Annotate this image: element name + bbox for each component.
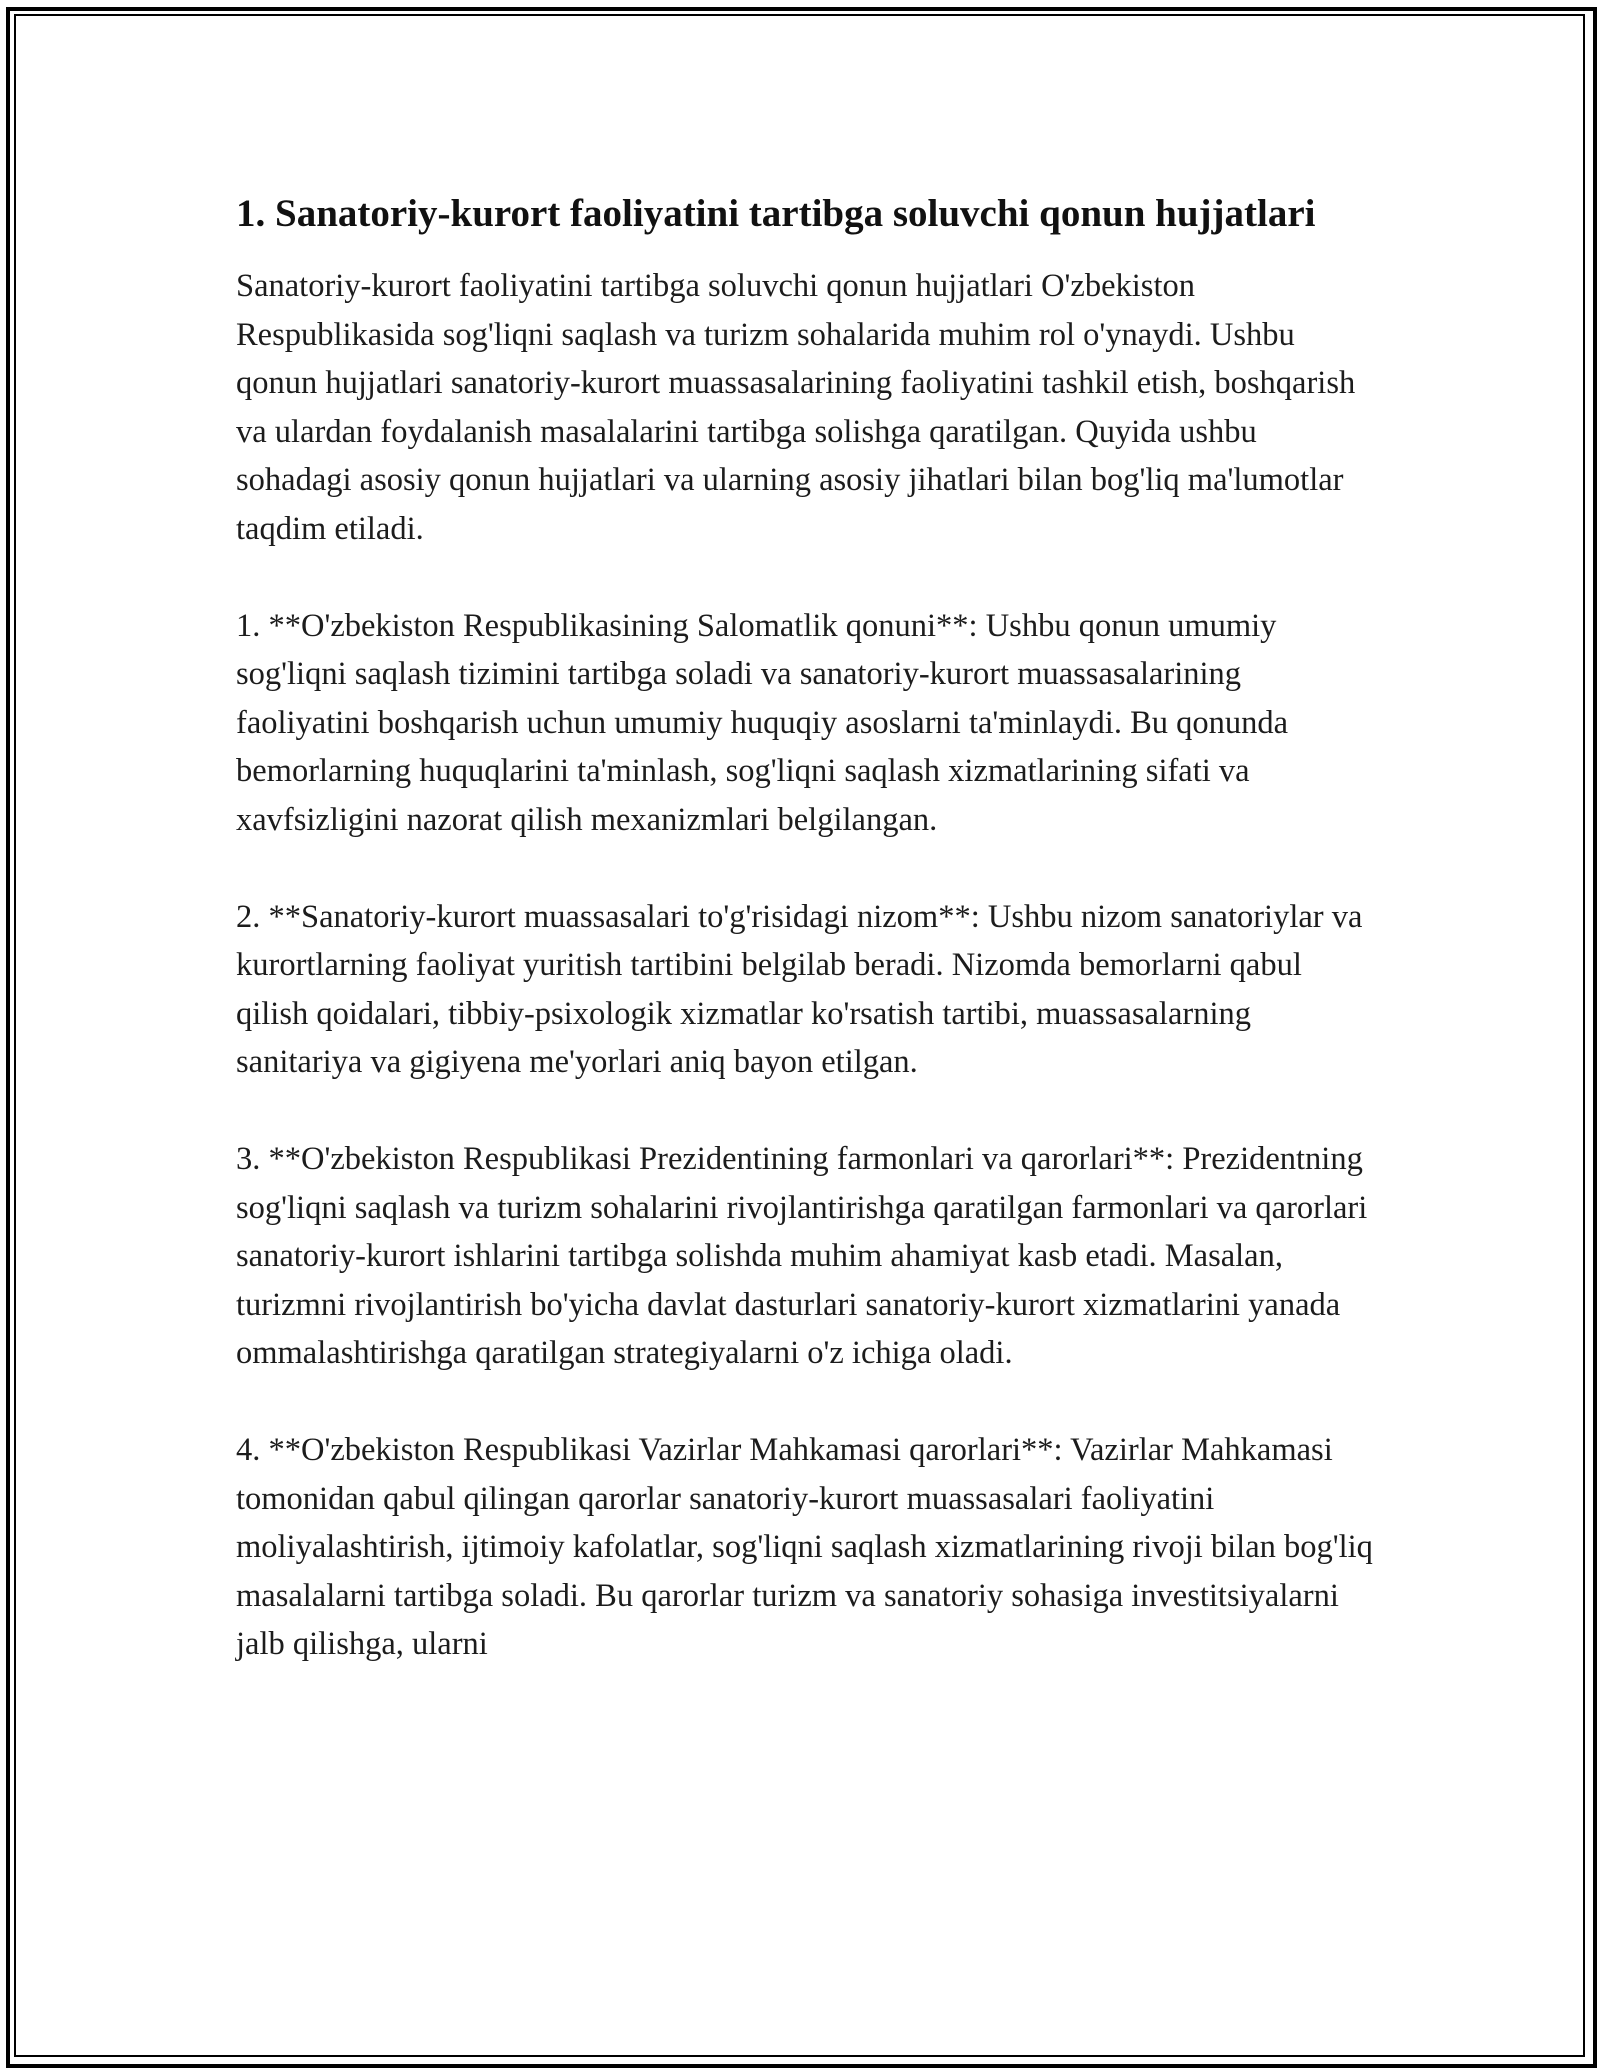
document-body xyxy=(236,186,1376,1669)
list-item-vazirlar-mahkamasi: 4. **O'zbekiston Respublikasi Vazirlar Mahkamasi qarorlari**: Vazirlar Mahkamasi tomonidan qabul qilingan qarorlar sanatoriy-kurort muassasalari faoliyatini moliyalashtirish, ijtimoiy kafolatlar, sog'liqni saqlash xizmatlarining rivoji bilan bog'liq masalalarni tartibga soladi. Bu qarorlar turizm va sanatoriy sohasiga investitsiyalarni jalb qilishga, ularni xyxy=(236,1432,1373,1662)
list-item-prezident-farmonlari: 3. **O'zbekiston Respublikasi Prezidentining farmonlari va qarorlari**: Prezidentning sog'liqni saqlash va turizm sohalarini rivojlantirishga qaratilgan farmonlari va qarorlari sanatoriy-kurort ishlarini tartibga solishda muhim ahamiyat kasb etadi. Masalan, turizmni rivojlantirish bo'yicha davlat dasturlari sanatoriy-kurort xizmatlarini yanada ommalashtirishga qaratilgan strategiyalarni o'z ichiga oladi. xyxy=(236,1141,1368,1371)
intro-paragraph: Sanatoriy-kurort faoliyatini tartibga soluvchi qonun hujjatlari O'zbekiston Respublikasida sog'liqni saqlash va turizm sohalarida muhim rol o'ynaydi. Ushbu qonun hujjatlari sanatoriy-kurort muassasalarining faoliyatini tashkil etish, boshqarish va ulardan foydalanish masalalarini tartibga solishga qaratilgan. Quyida ushbu sohadagi asosiy qonun hujjatlari va ularning asosiy jihatlari bilan bog'liq ma'lumotlar taqdim etiladi. xyxy=(236,268,1356,547)
list-item-sanatoriy-nizom: 2. **Sanatoriy-kurort muassasalari to'g'risidagi nizom**: Ushbu nizom sanatoriylar va kurortlarning faoliyat yuritish tartibini belgilab beradi. Nizomda bemorlarni qabul qilish qoidalari, tibbiy-psixologik xizmatlar ko'rsatish tartibi, muassasalarning sanitariya va gigiyena me'yorlari aniq bayon etilgan. xyxy=(236,898,1363,1080)
page-title: 1. Sanatoriy-kurort faoliyatini tartibga soluvchi qonun hujjatlari xyxy=(236,192,1316,235)
list-item-salomatlik-qonuni: 1. **O'zbekiston Respublikasining Salomatlik qonuni**: Ushbu qonun umumiy sog'liqni saqlash tizimini tartibga soladi va sanatoriy-kurort muassasalarining faoliyatini boshqarish uchun umumiy huquqiy asoslarni ta'minlaydi. Bu qonunda bemorlarning huquqlarini ta'minlash, sog'liqni saqlash xizmatlarining sifati va xavfsizligini nazorat qilish mexanizmlari belgilangan. xyxy=(236,607,1289,838)
